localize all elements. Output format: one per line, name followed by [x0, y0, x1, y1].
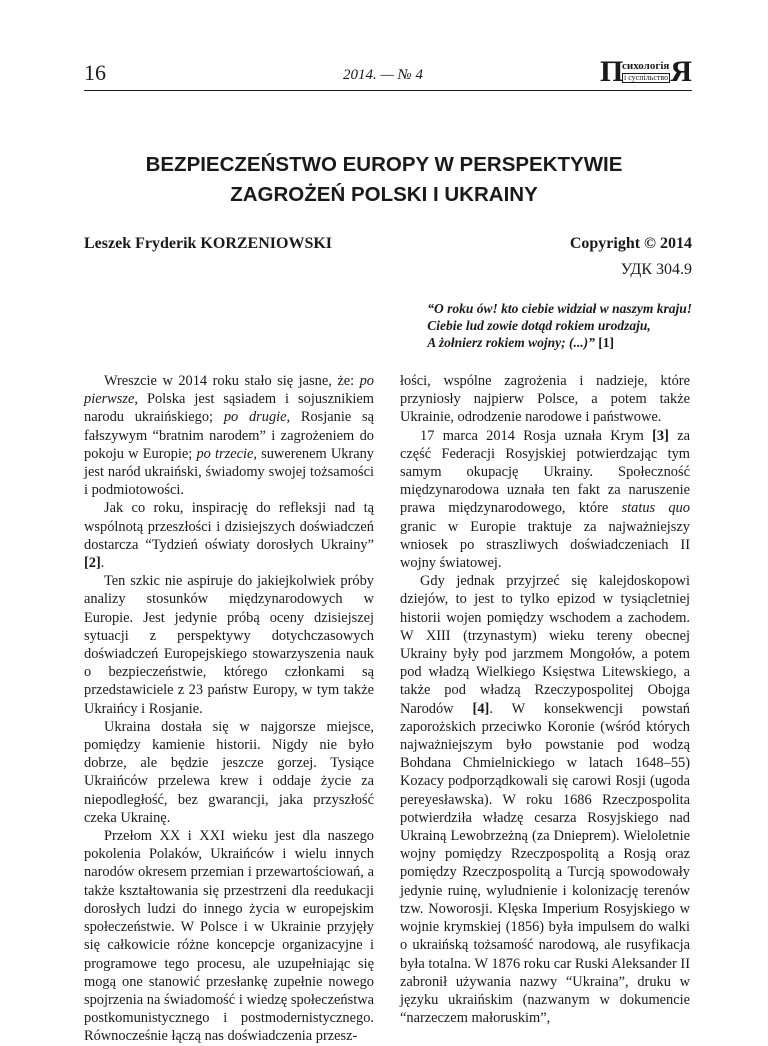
text-run: , Rosjanie są fałszywym “bratnim narodem” i zagrożeniem do pokoju w Europie;	[84, 409, 374, 462]
issue-label: 2014. — № 4	[343, 67, 423, 83]
right-column	[400, 372, 690, 1027]
citation-reference[interactable]: [3]	[652, 427, 669, 444]
text-run: , suwerenem Ukrany jest naród ukraiński, świadomy swojej tożsamości i podmiotowości.	[84, 445, 374, 499]
emphasis: po drugie	[223, 409, 287, 426]
text-run: , Polska jest sąsiadem i sojusznikiem narodu ukraińskiego;	[84, 391, 374, 426]
epigraph-reference: [1]	[598, 335, 614, 350]
epigraph	[427, 300, 692, 351]
logo-letter-ya: Я	[670, 55, 692, 88]
paragraph	[84, 499, 374, 572]
page-number: 16	[84, 60, 106, 85]
epigraph-line-2: Ciebie lud zowie dotąd rokiem urodzaju,	[427, 318, 651, 333]
text-run: Wreszcie w 2014 roku stało się jasne, że:	[104, 373, 360, 389]
title-line-1: BEZPIECZEŃSTWO EUROPY W PERSPEKTYWIE	[145, 153, 623, 176]
article-title	[60, 150, 708, 210]
text-run: granic w Europie traktuje za najważniejszy wniosek po straszliwych doświadczeniach II wojny światowej.	[400, 518, 690, 572]
paragraph: Przełom XX i XXI wieku jest dla naszego pokolenia Polaków, Ukraińców i wielu innych narodów okresem przemian i przewartościowań, a także kształtowania się przestrzeni dla reedukacji dorosłych ludzi do innego życia w europejskim społeczeństwie. W Polsce i w Ukrainie przyjęły się całkowicie różne koncepcje organizacyjne i programowe tego procesu, ale uzupełniając się mogą one stanowić przesłankę zupełnie nowego spojrzenia na świadomość i wiedzę społeczeństwa postkomunistycznego i postmodernistycznego. Równocześnie łączą nas doświadczenia przesz-	[84, 828, 374, 1045]
epigraph-line-3: A żołnierz rokiem wojny; (...)”	[427, 335, 595, 350]
paragraph	[400, 427, 690, 573]
citation-reference[interactable]: [2]	[84, 555, 101, 572]
logo-letter-p: П	[600, 55, 624, 88]
logo-word-top: сихологія	[622, 60, 670, 72]
epigraph-line-1: “O roku ów! kto ciebie widział w naszym kraju!	[427, 301, 692, 316]
title-line-2: ZAGROŻEŃ POLSKI I UKRAINY	[230, 183, 538, 206]
header-divider	[84, 90, 692, 91]
text-run: za część Federacji Rosyjskiej potwierdzając tym samym okupację Ukrainy. Społeczność międzynarodowa uznała ten fakt za naruszenie prawa międzynarodowego, które	[400, 427, 690, 517]
text-run: 17 marca 2014 Rosja uznała Krym	[420, 427, 653, 444]
emphasis: po pierwsze	[84, 373, 374, 408]
udk-code: УДК 304.9	[620, 261, 692, 278]
text-run: Jak co roku, inspirację do refleksji nad tą wspólnotą przeszłości i dzisiejszych doświadczeń dostarcza “Tydzień oświaty dorosłych Ukrainy”	[84, 500, 374, 553]
text-run: . W konsekwencji powstań zaporożskich przeciwko Koronie (wśród których najważniejszym było powstanie pod wodzą Bohdana Chmielnickiego w latach 1648–55) Kozacy podporządkowali się carowi Rosji (ugoda pereyesławska). W roku 1686 Rzeczpospolita potwierdziła władzę cesarza Rosyjskiego nad Ukrainą Lewobrzeżną (za Dnieprem). Wieloletnie wojny pomiędzy Rzeczpospolitą a Rosją oraz pomiędzy Rzeczpospolitą a Turcją spowodowały jedynie ruinę, wyludnienie i kolonizację terenów tzw. Noworosji. Klęska Imperium Rosyjskiego w wojnie krymskiej (1856) była impulsem do walki o ukraińską tożsamość narodową, ale rusyfikacja była totalna. W 1876 roku car Ruski Aleksander II zabronił używania nazwy “Ukraina”, druku w języku ukraińskim (nazwanym w dokumencie “narzeczem małoruskim”,	[400, 700, 691, 1027]
author-name: Leszek Fryderik KORZENIOWSKI	[84, 235, 333, 252]
copyright-notice: Copyright © 2014	[569, 235, 692, 252]
journal-logo	[600, 55, 692, 88]
text-run: Gdy jednak przyjrzeć się kalejdoskopowi dziejów, to jest to tylko epizod w tysiącletniej historii wojen pomiędzy wschodem a zachodem. W XIII (trzynastym) wieku tereny obecnej Ukrainy były pod jarzmem Mongołów, a potem pod władzą Wielkiego Księstwa Litewskiego, a także pod władzą Rzeczypospolitej Obojga Narodów	[400, 573, 690, 717]
citation-reference[interactable]: [4]	[472, 700, 490, 717]
paragraph: Ten szkic nie aspiruje do jakiejkolwiek próby analizy stosunków międzynarodowych w Europie. Jest jedynie próbą oceny dzisiejszej sytuacji z perspektywy dotychczasowych doświadczeń Europejskiego stowarzyszenia nauk o bezpieczeństwie, którego członkami są przedstawiciele z 23 państw Europy, w tym także Ukraińcy i Rosjanie.	[84, 573, 374, 717]
emphasis: status quo	[621, 500, 690, 517]
emphasis: po trzecie	[196, 445, 254, 462]
paragraph: łości, wspólne zagrożenia i nadzieje, które przyniosły najpierw Polsce, a potem także Ukrainie, odrodzenie narodowe i państwowe.	[400, 373, 690, 426]
left-column	[84, 372, 374, 1046]
logo-word-bottom: і суспільство	[624, 73, 669, 82]
paragraph	[84, 372, 374, 499]
paragraph: Ukraina dostała się w najgorsze miejsce, pomiędzy kamienie historii. Nigdy nie było dobrze, ale będzie jeszcze gorzej. Tysiące Ukraińców przelewa krew i oddaje życie za niepodległość, bez gwarancji, jaka przyszłość czeka Ukrainę.	[84, 718, 374, 826]
paragraph	[400, 572, 690, 1027]
text-run: .	[100, 555, 105, 572]
